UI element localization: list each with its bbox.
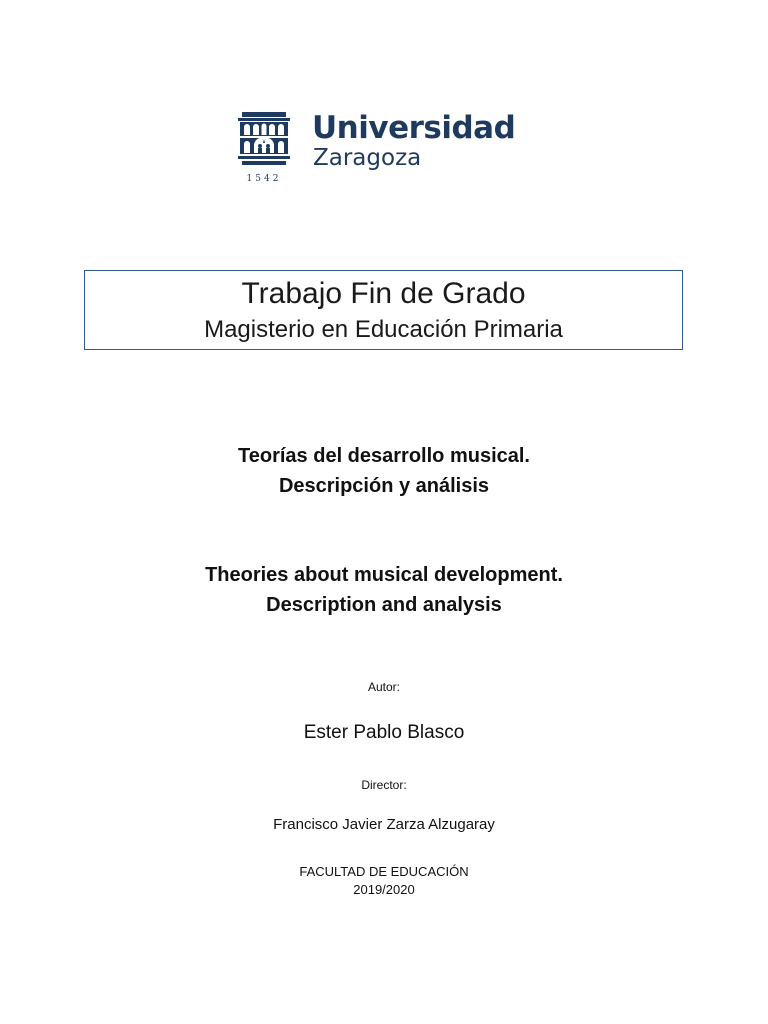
university-name: Universidad bbox=[312, 110, 516, 146]
thesis-title-spanish bbox=[0, 441, 768, 501]
founded-year: 1542 bbox=[246, 174, 282, 184]
title-box bbox=[84, 270, 683, 350]
degree-name: Magisterio en Educación Primaria bbox=[204, 316, 563, 343]
document-type-title: Trabajo Fin de Grado bbox=[241, 277, 526, 310]
director-name: Francisco Javier Zarza Alzugaray bbox=[273, 816, 495, 833]
faculty-name: FACULTAD DE EDUCACIÓN bbox=[299, 864, 469, 879]
thesis-title-english-line1: Theories about musical development. bbox=[205, 564, 563, 586]
thesis-title-english-line2: Description and analysis bbox=[266, 594, 502, 616]
academic-year: 2019/2020 bbox=[353, 882, 415, 897]
author-name: Ester Pablo Blasco bbox=[303, 722, 465, 743]
university-building-emblem-icon bbox=[236, 110, 292, 174]
thesis-title-spanish-line1: Teorías del desarrollo musical. bbox=[238, 445, 530, 467]
author-label: Autor: bbox=[367, 680, 400, 694]
university-logo bbox=[236, 110, 516, 190]
director-label: Director: bbox=[361, 778, 407, 792]
university-city: Zaragoza bbox=[313, 145, 422, 171]
thesis-title-english bbox=[0, 560, 768, 620]
thesis-title-spanish-line2: Descripción y análisis bbox=[278, 475, 490, 497]
